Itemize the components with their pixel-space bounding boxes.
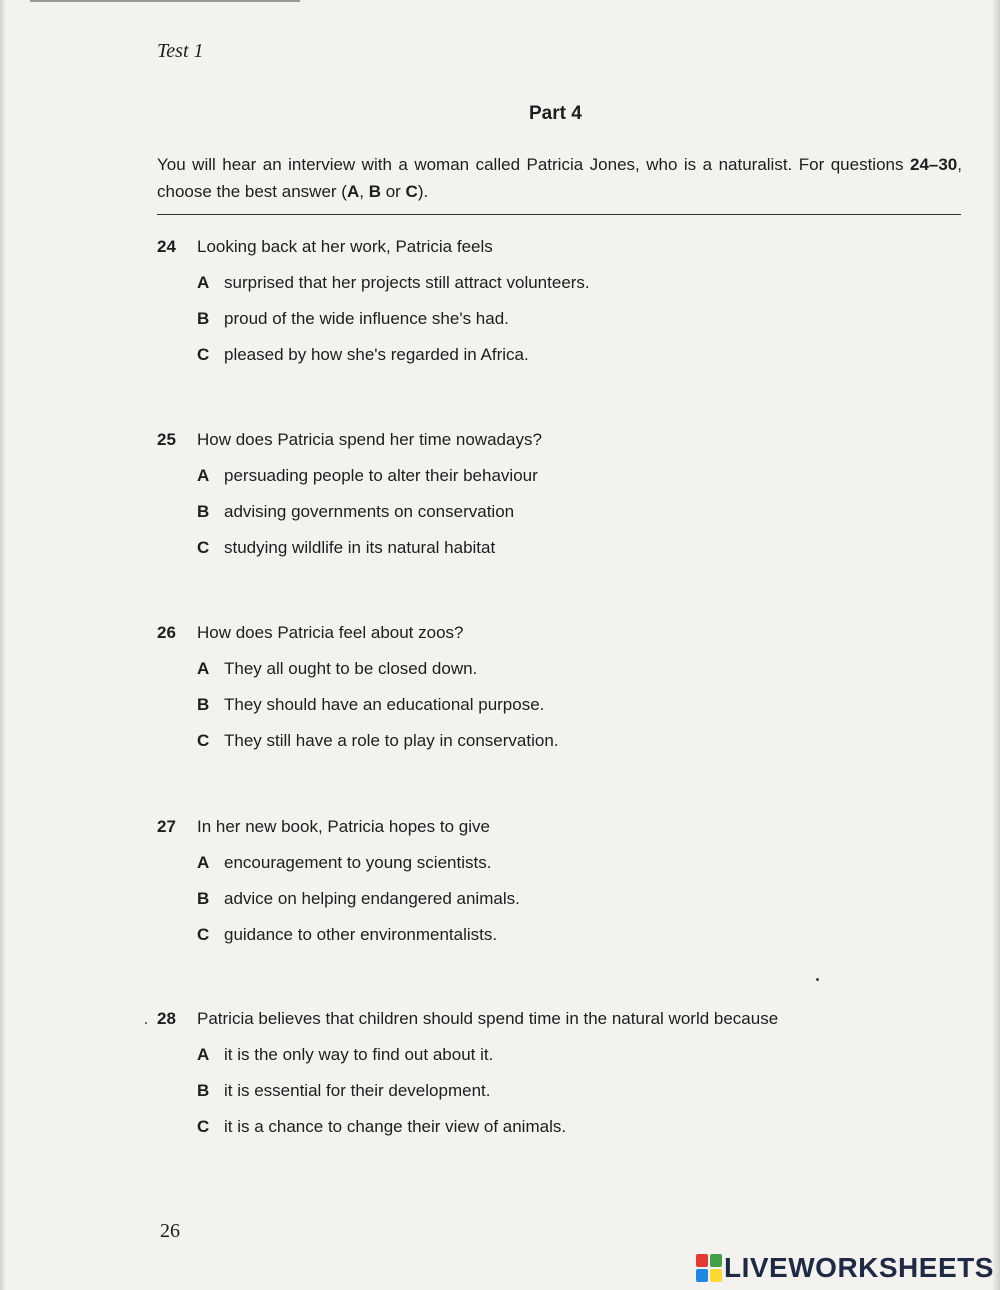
question-number: 25	[157, 430, 176, 449]
option-text: studying wildlife in its natural habitat	[224, 538, 496, 557]
option-c[interactable]	[157, 730, 957, 766]
icon-tile-green	[710, 1254, 722, 1267]
option-letter: C	[197, 345, 210, 364]
option-letter: A	[197, 659, 210, 678]
question-text: How does Patricia feel about zoos?	[197, 623, 464, 642]
option-b[interactable]	[157, 501, 957, 537]
option-text: guidance to other environmentalists.	[224, 925, 498, 944]
question-number: 28	[157, 1009, 176, 1028]
option-text: proud of the wide influence she's had.	[224, 309, 509, 328]
divider	[157, 214, 961, 215]
page-number: 26	[160, 1220, 180, 1242]
option-a[interactable]	[157, 852, 957, 888]
scan-speck	[816, 978, 819, 981]
question-text: Looking back at her work, Patricia feels	[197, 237, 493, 256]
instructions-sep: or	[380, 182, 406, 201]
test-label: Test 1	[157, 40, 204, 62]
option-letter: A	[197, 853, 210, 872]
question-number: 24	[157, 237, 176, 256]
instructions-text: You will hear an interview with a woman called Patricia Jones, who is a naturalist. For questions	[157, 155, 910, 174]
instructions	[157, 151, 962, 205]
option-text: surprised that her projects still attract volunteers.	[224, 273, 590, 292]
option-letter: B	[197, 695, 210, 714]
option-letter: A	[197, 1045, 210, 1064]
question-26	[157, 622, 957, 766]
instructions-sep: ,	[359, 182, 369, 201]
question-24	[157, 236, 957, 380]
instructions-text: ).	[417, 182, 429, 201]
question-range: 24–30	[909, 155, 958, 174]
option-letter: C	[197, 1117, 210, 1136]
option-a-label: A	[346, 182, 360, 201]
part-title: Part 4	[529, 103, 582, 124]
scan-right-edge	[992, 0, 1000, 1290]
option-letter: B	[197, 1081, 210, 1100]
question-28	[157, 1008, 957, 1152]
option-letter: B	[197, 889, 210, 908]
scan-left-edge	[0, 0, 6, 1290]
question-text: How does Patricia spend her time nowadays?	[197, 430, 542, 449]
question-27	[157, 816, 957, 960]
top-rule	[30, 0, 300, 2]
icon-tile-blue	[696, 1269, 708, 1282]
question-stem	[157, 1008, 957, 1044]
question-text: Patricia believes that children should spend time in the natural world because	[197, 1009, 779, 1028]
option-letter: B	[197, 309, 210, 328]
option-a[interactable]	[157, 658, 957, 694]
liveworksheets-icon	[696, 1254, 722, 1282]
brand-text: LIVEWORKSHEETS	[724, 1252, 994, 1283]
liveworksheets-logo[interactable]	[696, 1252, 994, 1284]
option-c[interactable]	[157, 344, 957, 380]
option-text: pleased by how she's regarded in Africa.	[224, 345, 529, 364]
question-stem	[157, 816, 957, 852]
icon-tile-yellow	[710, 1269, 722, 1282]
option-text: it is the only way to find out about it.	[224, 1045, 494, 1064]
option-c[interactable]	[157, 537, 957, 573]
option-text: persuading people to alter their behaviour	[224, 466, 538, 485]
option-text: They all ought to be closed down.	[224, 659, 478, 678]
option-letter: A	[197, 273, 210, 292]
option-c[interactable]	[157, 924, 957, 960]
option-text: advice on helping endangered animals.	[224, 889, 520, 908]
question-25	[157, 429, 957, 573]
option-b[interactable]	[157, 308, 957, 344]
question-stem	[157, 622, 957, 658]
icon-tile-red	[696, 1254, 708, 1267]
question-stem	[157, 429, 957, 465]
question-number: 27	[157, 817, 176, 836]
option-letter: B	[197, 502, 210, 521]
option-b[interactable]	[157, 694, 957, 730]
option-text: it is essential for their development.	[224, 1081, 491, 1100]
option-letter: A	[197, 466, 210, 485]
option-letter: C	[197, 731, 210, 750]
option-text: advising governments on conservation	[224, 502, 515, 521]
option-text: They still have a role to play in conservation.	[224, 731, 559, 750]
option-a[interactable]	[157, 1044, 957, 1080]
option-text: They should have an educational purpose.	[224, 695, 545, 714]
question-number: 26	[157, 623, 176, 642]
option-b[interactable]	[157, 1080, 957, 1116]
option-c-label: C	[405, 182, 418, 201]
option-b[interactable]	[157, 888, 957, 924]
question-stem	[157, 236, 957, 272]
option-text: encouragement to young scientists.	[224, 853, 492, 872]
option-c[interactable]	[157, 1116, 957, 1152]
option-letter: C	[197, 538, 210, 557]
scan-speck	[145, 1022, 147, 1024]
option-a[interactable]	[157, 272, 957, 308]
option-text: it is a chance to change their view of animals.	[224, 1117, 567, 1136]
option-a[interactable]	[157, 465, 957, 501]
question-text: In her new book, Patricia hopes to give	[197, 817, 490, 836]
option-b-label: B	[368, 182, 381, 201]
option-letter: C	[197, 925, 210, 944]
instructions-text: , choose the best answer (	[157, 155, 962, 201]
